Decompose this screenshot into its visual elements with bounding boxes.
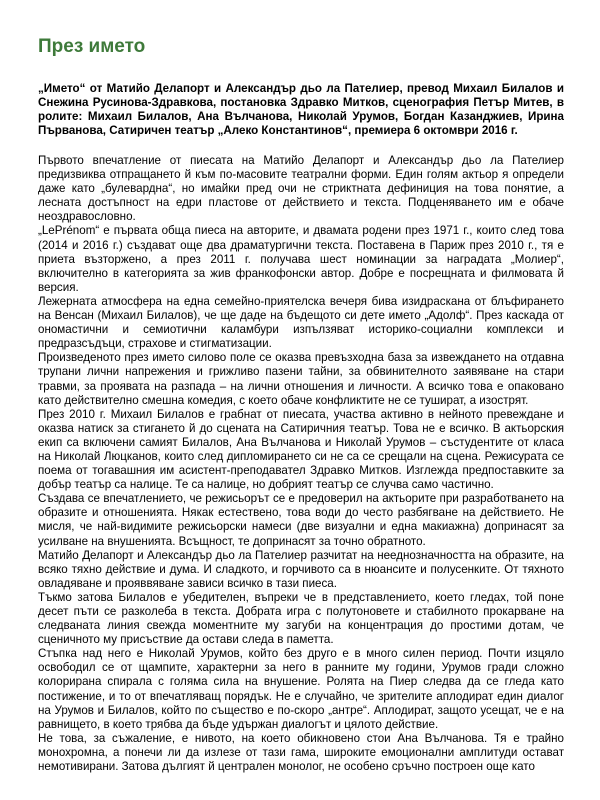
paragraph: Произведеното през името силово поле се оказва превъзходна база за извеждането на отдавна трупани лични напрежения и грижливо пазени тайни, за обвинителното заявяване на стари травми, за проявата на разпада – на лични отношения и личности. А всичко това е опаковано като действително смешна комедия, с което обаче конфликтите не се тушират, а изострят. — [38, 351, 564, 407]
paragraph: Не това, за съжаление, е нивото, на което обикновено стои Ана Вълчанова. Тя е трайно монохромна, а понечи ли да излезе от тази гама, широките емоционални амплитуди остават немотивирани. Затова дългият й централен монолог, не особено сръчно построен още като — [38, 731, 564, 774]
paragraph: „LePrénom“ е първата обща пиеса на авторите, и двамата родени през 1971 г., които след това (2014 и 2016 г.) създават още два драматургични текста. Поставена в Париж през 2010 г., тя е приета възторжено, а през 2011 г. получава шест номинации за наградата „Молиер“, включително в категорията за жив франкофонски автор. Добре е посрещната и филмовата й версия. — [38, 224, 564, 294]
paragraph: Първото впечатление от пиесата на Матийо Делапорт и Александър дьо ла Пателиер предизвиква отпращането й към по-масовите театрални форми. Един голям актьор я определи даже като „булевардна“, но имайки пред очи не стриктната дефиниция на това понятие, а лесната достъпност на едри пластове от действието и текста. Подценяването им е обаче неоздравословно. — [38, 154, 564, 224]
article-body — [38, 154, 564, 774]
paragraph: Създава се впечатлението, че режисьорът се е предоверил на актьорите при разработването на образите и отношенията. Някак естествено, това води до често разбягване на действието. Не мисля, че най-видимите режисьорски намеси (две визуални и една макиажна) допринасят за усилване на внушенията. Всъщност, те допринасят за точно обратното. — [38, 492, 564, 548]
article-credits: „Името“ от Матийо Делапорт и Александър дьо ла Пателиер, превод Михаил Билалов и Снежина Русинова-Здравкова, постановка Здравко Митков, сценография Петър Митев, в ролите: Михаил Билалов, Ана Вълчанова, Николай Урумов, Богдан Казанджиев, Ирина Първанова, Сатиричен театър „Алеко Константинов“, премиера 6 октомври 2016 г. — [38, 82, 564, 137]
paragraph: Лежерната атмосфера на една семейно-приятелска вечеря бива изидраскана от блъфирането на Венсан (Михаил Билалов), че ще даде на бъдещото си дете името „Адолф“. През каскада от ономастични и семиотични каламбури изпълзяват историко-социални комплекси и предразсъдъци, страхове и стигматизации. — [38, 294, 564, 351]
article-title: През името — [38, 36, 146, 57]
paragraph: Стъпка над него е Николай Урумов, който без друго е в много силен период. Почти изцяло освободил се от щампите, характерни за него в ранните му години, Урумов гради сложно колорирана спирала с голяма сила на внушение. Ролята на Пиер следва да се гледа като постижение, и то от впечатляващ порядък. Не е случайно, че зрителите аплодират един диалог на Урумов и Билалов, който по същество е по-скоро „антре“. Аплодират, защото усещат, че е на равнището, в което трябва да бъде удържан диалогът и цялото действие. — [38, 647, 564, 731]
paragraph: Матийо Делапорт и Александър дьо ла Пателиер разчитат на нееднозначността на образите, на всяко тяхно действие и дума. И сладкото, и горчивото са в нюансите и полусенките. От тяхното овладяване и прояввяване зависи всичко в тази пиеса. — [38, 548, 564, 590]
paragraph: Тъкмо затова Билалов е убедителен, въпреки че в представлението, което гледах, той поне десет пъти се разколеба в текста. Добрата игра с полутоновете и стабилното прокарване на следваната линия свежда моментните му загуби на концентрация до простими дотам, че сценичното му присъствие да остави следа в паметта. — [38, 590, 564, 647]
paragraph: През 2010 г. Михаил Билалов е грабнат от пиесата, участва активно в нейното превеждане и оказва натиск за стигането й до сцената на Сатиричния театър. Това не е всичко. В актьорския екип са включени самият Билалов, Ана Вълчанова и Николай Урумов – състудентите от класа на Николай Люцканов, които след дипломирането си не са се срещали на сцена. Режисурата се поема от тогавашния им асистент-преподавател Здравко Митков. Изглежда предпоставките за добър театър са налице. Те са налице, но добрият театър се случва само частично. — [38, 407, 564, 492]
